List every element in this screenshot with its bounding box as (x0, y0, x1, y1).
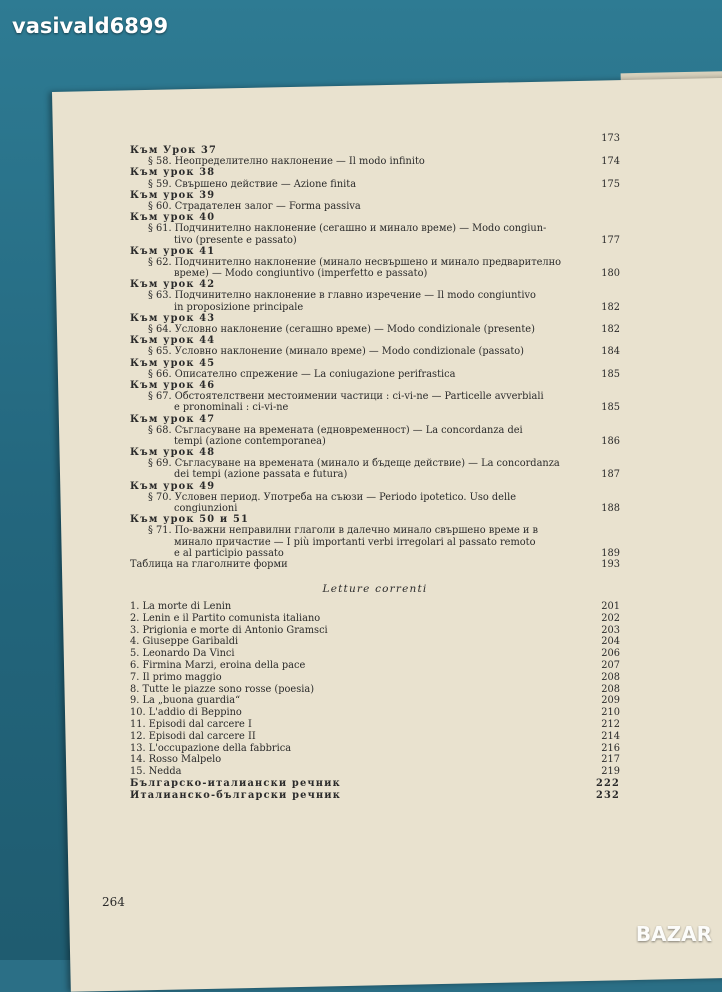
toc-text: 11. Episodi dal carcere I (130, 718, 252, 730)
toc-text: 1. La morte di Lenin (130, 600, 232, 612)
toc-row (130, 791, 620, 803)
toc-text: Към урок 42 (130, 279, 216, 291)
toc-text: Към урок 50 и 51 (130, 514, 250, 526)
toc-text: § 68. Съгласуване на времената (едновременност) — La concordanza dei (148, 424, 523, 436)
page-ref: 173 (601, 133, 620, 144)
toc-text: 6. Firmina Marzi, eroina della pace (130, 659, 306, 671)
page-ref: 217 (601, 754, 620, 766)
bazar-logo: BAZAR (635, 922, 712, 946)
page-ref: 222 (595, 777, 620, 789)
toc-text: § 61. Подчинително наклонение (сегашно и минало време) — Modo congiun- (148, 223, 547, 235)
toc-text: § 63. Подчинително наклонение в главно изречение — Il modo congiuntivo (148, 290, 536, 302)
toc-text: e pronominali : ci-vi-ne (174, 402, 289, 414)
page-ref: 185 (601, 402, 620, 414)
toc-text: Към урок 41 (130, 245, 216, 257)
toc-row (130, 560, 620, 572)
watermark: vasivald6899 (12, 14, 169, 38)
page-ref: 193 (601, 558, 620, 570)
toc-text: Към урок 43 (130, 312, 216, 324)
toc-text: § 70. Условен период. Употреба на съюзи — Periodo ipotetico. Uso delle (148, 491, 517, 503)
page-ref: 174 (601, 156, 620, 168)
page-ref: 216 (601, 742, 620, 754)
toc-text: Letture correnti (322, 582, 428, 595)
page-ref: 210 (601, 707, 620, 719)
toc-text: Към урок 46 (130, 379, 216, 391)
page-ref: 202 (601, 612, 620, 624)
toc-text: 15. Nedda (130, 766, 182, 778)
toc-text: минало причастие — I più importanti verbi irregolari al passato remoto (174, 536, 536, 548)
toc-text: § 69. Съгласуване на времената (минало и бъдеще действие) — La concordanza (148, 458, 560, 470)
toc-text: Италианско-български речник (130, 789, 342, 801)
page-ref: 180 (601, 268, 620, 280)
toc-text: 10. L'addio di Beppino (130, 707, 242, 719)
page-ref: 184 (601, 346, 620, 358)
toc-text: § 71. По-важни неправилни глаголи в далечно минало свършено време и в (148, 525, 539, 537)
page-ref: 175 (601, 178, 620, 190)
toc-text: § 59. Свършено действие — Azione finita (148, 178, 357, 190)
toc-text: § 66. Описателно спрежение — La coniugazione perifrastica (148, 368, 456, 380)
toc-text: § 65. Условно наклонение (минало време) — Modo condizionale (passato) (148, 346, 524, 358)
toc-text: § 58. Неопределително наклонение — Il modo infinito (148, 156, 425, 168)
toc-text: 12. Episodi dal carcere II (130, 730, 256, 742)
toc-row (130, 755, 620, 767)
page-ref: 232 (595, 789, 620, 801)
page-ref: 209 (601, 695, 620, 707)
page-ref: 187 (601, 469, 620, 481)
page-ref: 189 (601, 547, 620, 559)
toc-text: Таблица на глаголните форми (130, 558, 288, 570)
toc-text: 8. Tutte le piazze sono rosse (poesia) (130, 683, 315, 695)
toc-text: Към урок 38 (130, 167, 216, 179)
toc-text: Към Урок 37 (130, 145, 218, 156)
page-ref: 206 (601, 648, 620, 660)
toc-text: Към урок 49 (130, 480, 216, 492)
toc-text: 5. Leonardo Da Vinci (130, 648, 235, 660)
page-ref: 219 (601, 766, 620, 778)
toc-text: in proposizione principale (174, 301, 304, 313)
toc-text: 9. La „buona guardia“ (130, 695, 241, 707)
toc-text: congiunzioni (174, 503, 238, 514)
page-ref: 207 (601, 659, 620, 671)
page-ref: 208 (601, 671, 620, 683)
page-ref: 208 (601, 683, 620, 695)
toc-text: tempi (azione contemporanea) (174, 435, 326, 447)
toc-text: § 60. Страдателен залог — Forma passiva (148, 200, 361, 212)
toc-text: tivo (presente e passato) (174, 234, 297, 246)
toc-text: § 64. Условно наклонение (сегашно време) — Modo condizionale (presente) (148, 324, 535, 335)
page-ref: 185 (601, 368, 620, 380)
toc-text: 4. Giuseppe Garibaldi (130, 636, 239, 648)
toc-text: Към урок 47 (130, 413, 216, 425)
toc-text: време) — Modo congiuntivo (imperfetto e passato) (174, 268, 428, 280)
page-ref: 214 (601, 730, 620, 742)
toc-text: 3. Prigionia e morte di Antonio Gramsci (130, 624, 328, 636)
table-of-contents (130, 134, 620, 803)
page-ref: 182 (601, 301, 620, 313)
page-ref: 204 (601, 636, 620, 648)
toc-text: Към урок 39 (130, 189, 216, 201)
toc-text: 7. Il primo maggio (130, 671, 222, 683)
page-ref: 212 (601, 718, 620, 730)
page-ref: 203 (601, 624, 620, 636)
page-ref: 182 (601, 324, 620, 335)
page-ref: 186 (601, 435, 620, 447)
toc-text: § 62. Подчинително наклонение (минало несвършено и минало предварително (148, 256, 562, 268)
page-number: 264 (102, 895, 125, 909)
toc-text: Българско-италиански речник (130, 777, 341, 789)
toc-text: e al participio passato (174, 547, 284, 559)
toc-row (130, 584, 620, 602)
toc-text: Към урок 45 (130, 357, 216, 369)
toc-text: 2. Lenin e il Partito comunista italiano (130, 612, 321, 624)
toc-text: Към урок 48 (130, 447, 216, 459)
toc-text: 14. Rosso Malpelo (130, 754, 222, 766)
page-ref: 177 (601, 234, 620, 246)
page-ref: 201 (601, 600, 620, 612)
toc-text: § 67. Обстоятелствени местоимении частици : ci-vi-ne — Particelle avverbiali (148, 391, 544, 403)
toc-text: Към урок 40 (130, 212, 216, 224)
toc-text: dei tempi (azione passata e futura) (174, 469, 348, 481)
toc-text: 13. L'occupazione della fabbrica (130, 742, 292, 754)
toc-text: Към урок 44 (130, 335, 216, 347)
page-ref: 188 (601, 503, 620, 514)
